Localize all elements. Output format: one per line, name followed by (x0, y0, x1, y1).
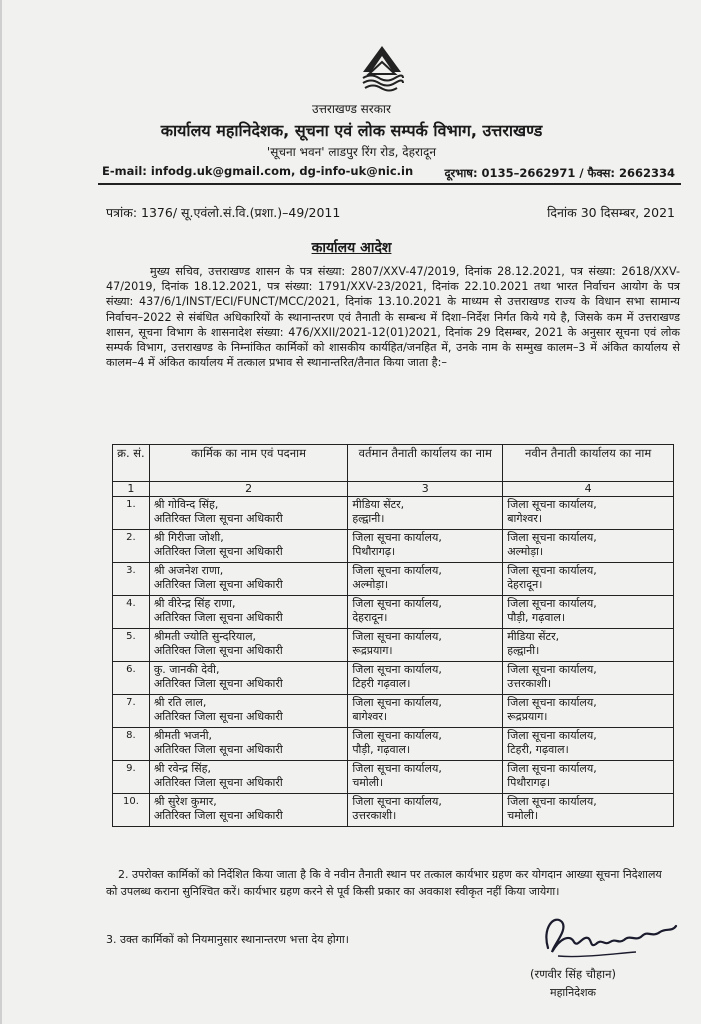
current-office-cell-line: जिला सूचना कार्यालय, (352, 597, 442, 610)
employee-cell (149, 563, 347, 596)
table-row (113, 794, 674, 827)
current-office-cell-line: रूद्रप्रयाग। (352, 644, 393, 657)
current-office-cell-line: जिला सूचना कार्यालय, (352, 531, 442, 544)
employee-cell-line: अतिरिक्त जिला सूचना अधिकारी (153, 809, 283, 822)
employee-cell-line: कु. जानकी देवी, (153, 663, 220, 676)
employee-cell (149, 497, 347, 530)
reference-number: पत्रांक: 1376/ सू.एवंलो.सं.वि.(प्रशा.)–49/2011 (106, 205, 341, 220)
serial-cell-line: 3. (126, 565, 136, 576)
serial-cell-line: 7. (126, 697, 136, 708)
new-office-cell-line: चमोली। (507, 809, 539, 822)
current-office-cell-line: जिला सूचना कार्यालय, (352, 762, 442, 775)
new-office-cell-line: पिथौरागढ़। (507, 776, 551, 789)
serial-cell (113, 728, 150, 761)
employee-cell-line: अतिरिक्त जिला सूचना अधिकारी (153, 644, 283, 657)
current-office-cell-line: जिला सूचना कार्यालय, (352, 729, 442, 742)
serial-cell (113, 629, 150, 662)
current-office-cell-line: जिला सूचना कार्यालय, (352, 564, 442, 577)
employee-cell (149, 794, 347, 827)
header-new-office: नवीन तैनाती कार्यालय का नाम (503, 445, 674, 482)
table-row (113, 530, 674, 563)
new-office-cell (503, 497, 674, 530)
current-office-cell (348, 761, 503, 794)
new-office-cell (503, 563, 674, 596)
signatory-name: (रणवीर सिंह चौहान) (530, 967, 616, 981)
table-row (113, 596, 674, 629)
header-serial: क्र. सं. (113, 445, 150, 482)
current-office-cell-line: जिला सूचना कार्यालय, (352, 630, 442, 643)
table-row (113, 695, 674, 728)
employee-cell-line: श्री वीरेन्द्र सिंह राणा, (153, 597, 236, 610)
table-row (113, 728, 674, 761)
table-row (113, 761, 674, 794)
employee-cell-line: श्री रवेन्द्र सिंह, (153, 762, 211, 775)
serial-cell-line: 6. (126, 664, 136, 675)
header-name: कार्मिक का नाम एवं पदनाम (149, 445, 347, 482)
current-office-cell-line: चमोली। (352, 776, 384, 789)
current-office-cell (348, 794, 503, 827)
current-office-cell (348, 728, 503, 761)
serial-cell (113, 761, 150, 794)
serial-cell-line: 4. (126, 598, 136, 609)
table-row (113, 563, 674, 596)
table-row (113, 662, 674, 695)
current-office-cell (348, 695, 503, 728)
current-office-cell-line: अल्मोड़ा। (352, 578, 389, 591)
office-title: कार्यालय महानिदेशक, सूचना एवं लोक सम्पर्क विभाग, उत्तराखण्ड (160, 121, 543, 140)
new-office-cell-line: जिला सूचना कार्यालय, (507, 795, 597, 808)
employee-cell (149, 596, 347, 629)
note-2: 2. उपरोक्त कार्मिकों को निर्देशित किया जाता है कि वे नवीन तैनाती स्थान पर तत्काल कार्यभार ग्रहण कर योगदान आख्या सूचना निदेशालय को उपलब्ध कराना सुनिश्चित करें। कार्यभार ग्रहण करने से पूर्व किसी प्रकार का अवकाश स्वीकृत नहीं किया जायेगा। (106, 868, 662, 898)
new-office-cell-line: अल्मोड़ा। (507, 545, 544, 558)
column-number: 3 (348, 482, 503, 497)
new-office-cell (503, 530, 674, 563)
serial-cell-line: 2. (126, 532, 136, 543)
employee-cell (149, 530, 347, 563)
new-office-cell-line: जिला सूचना कार्यालय, (507, 531, 597, 544)
new-office-cell-line: उत्तरकाशी। (507, 677, 552, 690)
table-row (113, 497, 674, 530)
serial-cell (113, 596, 150, 629)
government-name: उत्तराखण्ड सरकार (312, 102, 391, 116)
employee-cell-line: अतिरिक्त जिला सूचना अधिकारी (153, 512, 283, 525)
new-office-cell-line: टिहरी, गढ़वाल। (507, 743, 569, 756)
new-office-cell-line: हल्द्वानी। (507, 644, 540, 657)
current-office-cell-line: जिला सूचना कार्यालय, (352, 663, 442, 676)
new-office-cell-line: जिला सूचना कार्यालय, (507, 597, 597, 610)
serial-cell-line: 9. (126, 763, 136, 774)
employee-cell (149, 662, 347, 695)
new-office-cell-line: बागेश्वर। (507, 512, 543, 525)
header-divider (98, 183, 681, 185)
new-office-cell-line: देहरादून। (507, 578, 543, 591)
new-office-cell-line: जिला सूचना कार्यालय, (507, 564, 597, 577)
column-number: 2 (149, 482, 347, 497)
serial-cell (113, 497, 150, 530)
current-office-cell (348, 563, 503, 596)
current-office-cell-line: जिला सूचना कार्यालय, (352, 696, 442, 709)
serial-cell (113, 662, 150, 695)
serial-cell (113, 794, 150, 827)
order-heading: कार्यालय आदेश (311, 240, 392, 256)
employee-cell-line: श्रीमती ज्योति सुन्दरियाल, (153, 630, 257, 643)
current-office-cell-line: हल्द्वानी। (352, 512, 385, 525)
current-office-cell-line: उत्तरकाशी। (352, 809, 397, 822)
current-office-cell-line: पौड़ी, गढ़वाल। (352, 743, 411, 756)
current-office-cell (348, 530, 503, 563)
employee-cell (149, 728, 347, 761)
current-office-cell-line: जिला सूचना कार्यालय, (352, 795, 442, 808)
current-office-cell-line: पिथौरागढ़। (352, 545, 396, 558)
employee-cell-line: अतिरिक्त जिला सूचना अधिकारी (153, 710, 283, 723)
new-office-cell-line: जिला सूचना कार्यालय, (507, 498, 597, 511)
employee-cell-line: अतिरिक्त जिला सूचना अधिकारी (153, 743, 283, 756)
employee-cell-line: श्री सुरेश कुमार, (153, 795, 217, 808)
current-office-cell-line: टिहरी गढ़वाल। (352, 677, 411, 690)
current-office-cell-line: मीडिया सेंटर, (352, 498, 405, 511)
employee-cell (149, 629, 347, 662)
new-office-cell-line: जिला सूचना कार्यालय, (507, 696, 597, 709)
current-office-cell (348, 662, 503, 695)
letter-date: दिनांक 30 दिसम्बर, 2021 (547, 205, 675, 220)
current-office-cell (348, 629, 503, 662)
employee-cell-line: श्री रति लाल, (153, 696, 207, 709)
table-header-row (113, 445, 674, 482)
serial-cell-line: 5. (126, 631, 136, 642)
employee-cell (149, 695, 347, 728)
employee-cell-line: अतिरिक्त जिला सूचना अधिकारी (153, 545, 283, 558)
column-number: 4 (503, 482, 674, 497)
new-office-cell-line: मीडिया सेंटर, (507, 630, 560, 643)
new-office-cell (503, 794, 674, 827)
employee-cell-line: श्री अजनेश राणा, (153, 564, 224, 577)
serial-cell (113, 695, 150, 728)
column-number-row (113, 482, 674, 497)
new-office-cell-line: जिला सूचना कार्यालय, (507, 663, 597, 676)
new-office-cell-line: पौड़ी, गढ़वाल। (507, 611, 566, 624)
table-row (113, 629, 674, 662)
employee-cell-line: अतिरिक्त जिला सूचना अधिकारी (153, 578, 283, 591)
employee-cell-line: अतिरिक्त जिला सूचना अधिकारी (153, 677, 283, 690)
employee-cell-line: अतिरिक्त जिला सूचना अधिकारी (153, 611, 283, 624)
employee-cell-line: श्रीमती भजनी, (153, 729, 213, 742)
current-office-cell-line: बागेश्वर। (352, 710, 388, 723)
new-office-cell (503, 596, 674, 629)
signatory-designation: महानिदेशक (550, 986, 596, 999)
new-office-cell-line: जिला सूचना कार्यालय, (507, 729, 597, 742)
new-office-cell (503, 662, 674, 695)
new-office-cell (503, 695, 674, 728)
email-line: E-mail: infodg.uk@gmail.com, dg-info-uk@nic.in (102, 164, 414, 178)
current-office-cell (348, 596, 503, 629)
new-office-cell (503, 728, 674, 761)
employee-cell-line: श्री गोविन्द सिंह, (153, 498, 219, 511)
new-office-cell-line: रूद्रप्रयाग। (507, 710, 548, 723)
uttarakhand-emblem-icon (357, 42, 407, 94)
office-address: 'सूचना भवन' लाडपुर रिंग रोड, देहरादून (266, 145, 437, 159)
column-number: 1 (113, 482, 150, 497)
current-office-cell (348, 497, 503, 530)
serial-cell (113, 563, 150, 596)
serial-cell-line: 10. (122, 796, 139, 807)
serial-cell (113, 530, 150, 563)
transfer-table (112, 444, 674, 827)
serial-cell-line: 1. (126, 499, 136, 510)
phone-line: दूरभाष: 0135–2662971 / फैक्स: 2662334 (444, 166, 675, 180)
order-paragraph: मुख्य सचिव, उत्तराखण्ड शासन के पत्र संख्या: 2807/XXV-47/2019, दिनांक 28.12.2021, पत्र संख्या: 2618/XXV-47/2019, दिनांक 18.12.2021, पत्र संख्या: 1791/XXV-23/2021, दिनांक 22.10.2021 तथा भारत निर्वाचन आयोग के पत्र संख्या: 437/6/1/INST/ECI/FUNCT/MCC/2021, दिनांक 13.10.2021 के माध्यम से उत्तराखण्ड राज्य के विधान सभा सामान्य निर्वाचन–2022 से संबंधित अधिकारियों के स्थानान्तरण एवं तैनाती के सम्बन्ध में दिशा–निर्देश निर्गत किये गये है, जिसके कम में उत्तराखण्ड शासन, सूचना विभाग के शासनादेश संख्या: 476/XXII/2021-12(01)2021, दिनांक 29 दिसम्बर, 2021 के अनुसार सूचना एवं लोक सम्पर्क विभाग, उत्तराखण्ड के निम्नांकित कार्मिकों को शासकीय कार्यहित/जनहित में, उनके नाम के सम्मुख कालम–3 में अंकित कार्यालय से कालम–4 में अंकित कार्यालय में तत्काल प्रभाव से स्थानान्तरित/तैनात किया जाता है:– (106, 265, 680, 370)
new-office-cell (503, 761, 674, 794)
serial-cell-line: 8. (126, 730, 136, 741)
employee-cell-line: अतिरिक्त जिला सूचना अधिकारी (153, 776, 283, 789)
current-office-cell-line: देहरादून। (352, 611, 388, 624)
employee-cell-line: श्री गिरीजा जोशी, (153, 531, 224, 544)
header-current-office: वर्तमान तैनाती कार्यालय का नाम (348, 445, 503, 482)
note-3: 3. उक्त कार्मिकों को नियमानुसार स्थानान्तरण भत्ता देय होगा। (106, 933, 349, 946)
new-office-cell (503, 629, 674, 662)
new-office-cell-line: जिला सूचना कार्यालय, (507, 762, 597, 775)
handwritten-signature (540, 908, 680, 964)
employee-cell (149, 761, 347, 794)
